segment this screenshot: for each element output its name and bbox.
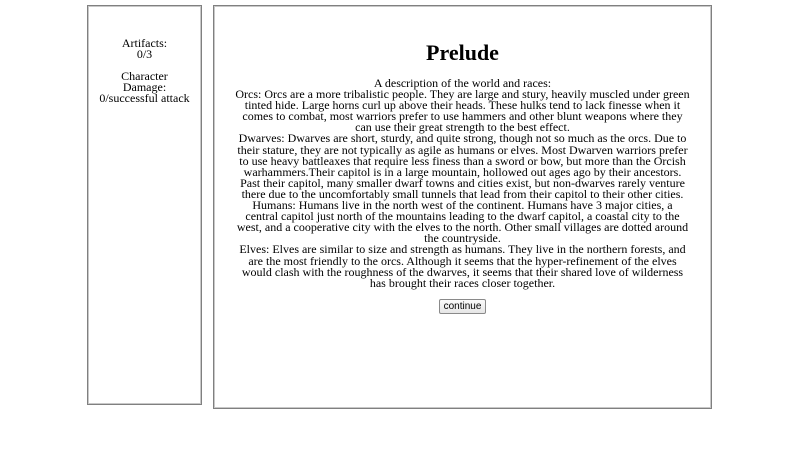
elves-paragraph: Elves: Elves are similar to size and strength as humans. They live in the northern forests, and are the most friendly to the orcs. Although it seems that the hyper-refinement of the elves would clash with the roughness of the dwarves, it seems that their shared love of wilderness has brought their races closer together.	[239, 242, 686, 290]
story-title: Prelude	[426, 40, 499, 65]
damage-value: 0/successful attack	[99, 91, 190, 105]
damage-label-line1: Character	[121, 69, 168, 83]
stats-panel	[87, 5, 202, 405]
continue-button[interactable]: continue	[439, 299, 487, 314]
story-panel	[213, 5, 712, 409]
humans-paragraph: Humans: Humans live in the north west of the continent. Humans have 3 major cities, a central capitol just north of the mountains leading to the dwarf capitol, a coastal city to the west, and a cooperative city with the elves to the north. Other small villages are dotted around the countryside.	[236, 198, 689, 246]
story-intro: A description of the world and races:	[373, 76, 552, 90]
artifacts-value: 0/3	[136, 47, 153, 61]
artifacts-label: Artifacts:	[121, 36, 168, 50]
damage-label-line2: Damage:	[122, 80, 167, 94]
story-text	[235, 78, 690, 289]
dwarves-paragraph: Dwarves: Dwarves are short, sturdy, and quite strong, though not so much as the orcs. Due to their stature, they are not typically as agile as humans or elves. Most Dwarven warriors prefer to use heavy battleaxes that require less finess than a sword or bow, but more than the Orcish warhammers.Their capitol is in a large mountain, hollowed out ages ago by their ancestors. Past their capitol, many smaller dwarf towns and cities exist, but non-dwarves rarely venture there due to the uncomfortably small tunnels that lead from their capitol to their other cities.	[237, 131, 688, 201]
orcs-paragraph: Orcs: Orcs are a more tribalistic people. They are large and stury, heavily muscled under green tinted hide. Large horns curl up above their heads. These hulks tend to lack finesse when it comes to combat, most warriors prefer to use hammers and other blunt weapons where they can use their great strength to the best effect.	[235, 87, 690, 135]
